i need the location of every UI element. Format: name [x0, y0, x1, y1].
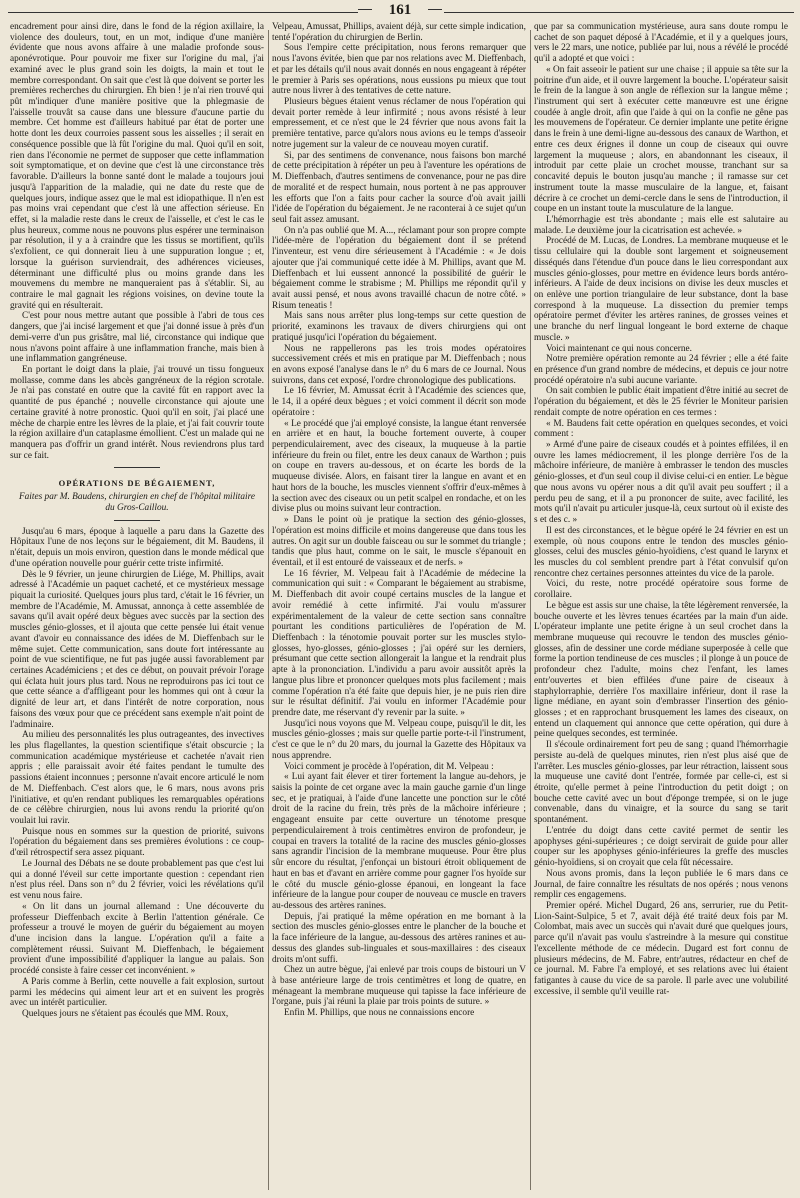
paragraph: Voici, du reste, notre procédé opératoire sous forme de corollaire.: [534, 579, 788, 601]
paragraph: « On fait asseoir le patient sur une chaise ; il appuie sa tête sur la poitrine d'un aide, et il ouvre largement la bouche. L'opérateur saisit le frein de la langue à son angle de réflexion sur la langue même ; l'instrument qui sert à exécuter cette manœuvre est une érigne coudée à angle droit, afin que l'aide à qui on la confie ne gêne pas les mouvemens de l'opérateur. Ce dernier implante une petite érigne dans le frein à une demi-ligne au-dessous des canaux de Warthon, et entre ces deux érignes il donne un coup de ciseaux qui ouvre largement la muqueuse ; alors, en abandonnant les ciseaux, il introduit par cette plaie un crochet mousse, tranchant sur sa concavité depuis le bouton jusqu'au manche ; il ramasse sur cet instrument toute la masse musculaire de la langue, et, faisant décrire à ce crochet un demi-cercle dans le sens de l'introduction, il coupe en un instant toute la musculature de la langue.: [534, 64, 788, 215]
column-2: [272, 22, 526, 1190]
header-rule-right: [444, 12, 794, 13]
paragraph: Le 16 février, M. Velpeau fait à l'Académie de médecine la communication qui suit : « Comparant le bégaiement au strabisme, M. Dieffenbach dit avoir coupé certains muscles de la langue et avoir remédié à cette infirmité. J'ai voulu m'assurer expérimentalement de la valeur de cette section sans connaître pourtant les conditions particulières de l'opération de M. Dieffenbach : la ténotomie pouvait porter sur les muscles stylo-glosses, hyo-glosses, génio-glosses ; j'ai opéré sur les derniers, présumant que cette section allongerait la langue et la rendrait plus apte à la prononciation. L'individu a paru avoir aussitôt après la langue plus libre et prononcer quelques mots plus facilement ; mais comme l'opération n'a été faite que depuis hier, je ne puis rien dire sur le résultat définitif. J'ai voulu en informer l'Académie pour prendre date, me réservant d'y revenir par la suite. »: [272, 568, 526, 718]
paragraph: Nous ne rappellerons pas les trois modes opératoires successivement créés et mis en pratique par M. Dieffenbach ; nous en avons exposé l'analyse dans le n° du 6 mars de ce Journal. Nous suivrons, dans cet exposé, l'ordre chronologique des publications.: [272, 343, 526, 386]
header-dash-right: [428, 9, 442, 10]
paragraph: « Le procédé que j'ai employé consiste, la langue étant renversée en arrière et en haut, la bouche fortement ouverte, à couper perpendiculairement, avec des ciseaux, la muqueuse à la partie inférieure du frein ou filet, entre les deux canaux de Warthon ; puis on coupe en travers au-dessous, et on écarte les bords de la muqueuse divisée. Alors, en faisant tirer la langue en avant et en haut hors de la bouche, les muscles viennent s'offrir d'eux-mêmes à la section avec des ciseaux ou un petit scalpel en rondache, et on les divise plus ou moins suivant leur contraction.: [272, 418, 526, 515]
header-rule-left: [8, 12, 358, 13]
paragraph: L'hémorrhagie est très abondante ; mais elle est salutaire au malade. Le deuxième jour la cicatrisation est achevée. »: [534, 214, 788, 236]
paragraph: Nous avons promis, dans la leçon publiée le 6 mars dans ce Journal, de faire connaître les résultats de nos opérés ; nous venons remplir ces engagemens.: [534, 868, 788, 901]
paragraph: En portant le doigt dans la plaie, j'ai trouvé un tissu fongueux mollasse, comme dans les abcès gangréneux de la région scrotale. Je n'ai pas constaté en outre que la cavité fût en rapport avec la quantité de pus épanché ; nouvelle circonstance qui ajoute une certaine gravité à notre pronostic. Quoi qu'il en soit, j'ai placé une mèche de charpie entre les lèvres de la plaie, et j'ai fait couvrir toute la région axillaire d'un cataplasme émollient. C'est un malade qui ne manquera pas d'offrir un grand intérêt. Nous reviendrons plus tard sur ce fait.: [10, 365, 264, 461]
paragraph: Premier opéré. Michel Dugard, 26 ans, serrurier, rue du Petit-Lion-Saint-Sulpice, 5 et 7, avait déjà été traité deux fois par M. Colombat, mais avec un succès qui n'avait duré que quelques jours, parce qu'il n'avait pas voulu s'astreindre à la mesure qui constitue l'excellente méthode de ce médecin. Dugard est fort connu de plusieurs médecins, de M. Fabre, entr'autres, rédacteur en chef de ce journal. M. Fabre l'a employé, et ses relations avec lui étaient fatigantes à cause du vice de sa parole. Il parle avec une volubilité excessive, il semble qu'il veuille rat-: [534, 900, 788, 997]
column-3: [534, 22, 788, 1190]
section-byline: Faites par M. Baudens, chirurgien en chef de l'hôpital militaire du Gros-Caillou.: [18, 492, 255, 513]
column-1: [10, 22, 264, 1190]
paragraph: L'entrée du doigt dans cette cavité permet de sentir les apophyses géni-supérieures ; ce doigt servirait de guide pour aller couper sur les apophyses génio-inférieures la greffe des muscles génio-hyoïdiens, si on croyait que cela fût nécessaire.: [534, 825, 788, 869]
paragraph: Puisque nous en sommes sur la question de priorité, suivons l'opération du bégaiement dans ses premières évolutions : ce coup-d'œil rétrospectif sera assez piquant.: [10, 826, 264, 859]
paragraph: Il s'écoule ordinairement fort peu de sang ; quand l'hémorrhagie persiste au-delà de quelques minutes, rien n'est plus aisé que de l'arrêter. Les muscles génio-glosses, par leur rétraction, laissent sous la muqueuse une cavité dont l'entrée, formée par celle-ci, est si étroite, qu'elle permet à peine l'introduction du petit doigt ; on bouche cette cavité avec un bout d'éponge trempée, si on le juge convenable, dans du vinaigre, et la source du sang se tarit spontanément.: [534, 740, 788, 826]
paragraph: Voici maintenant ce qui nous concerne.: [546, 343, 692, 354]
paragraph: Jusqu'ici nous voyons que M. Velpeau coupe, puisqu'il le dit, les muscles génio-glosses ; mais sur quelle partie porte-t-il l'instrument, c'est ce que le n° du 20 mars, du journal la Gazette des Hôpitaux va nous apprendre.: [272, 718, 526, 761]
paragraph: Quelques jours ne s'étaient pas écoulés que MM. Roux,: [22, 1008, 229, 1019]
column-separator: [268, 30, 269, 1190]
paragraph: Dès le 9 février, un jeune chirurgien de Liége, M. Phillips, avait adressé à l'Académie un paquet cacheté, et ce mystérieux message piquait la curiosité. Quelques jours plus tard, c'était le 16 février, un membre de l'Académie, M. Amussat, annonça à cette assemblée de savans qu'il avait opéré deux bègues avec succès par la section des muscles génio-glosses, et il ajouta que cette pensée lui était venue avant d'avoir eu connaissance des idées de M. Dieffenbach sur le même sujet. Cette communication, sans doute fort intéressante au point de vue scientifique, ne fut pas jugée aussi favorablement par certaines Académiciens ; et des ce début, on pouvait prévoir l'orage qui éclata huit jours plus tard. Nous ne reproduirons pas ici tout ce que cette séance a d'affligeant pour les hommes qui ont à cœur la dignité de leur art, et dans l'intérêt de notre corporation, nous faisons des vœux pour que ce précédent sans exemple n'ait point de l'adminaire.: [10, 569, 264, 730]
column-separator: [530, 30, 531, 1190]
paragraph: Velpeau, Amussat, Phillips, avaient déjà, sur cette simple indication, tenté l'opération du chirurgien de Berlin.: [272, 22, 526, 43]
paragraph: Au milieu des personnalités les plus outrageantes, des invectives les plus flagellantes, la question scientifique s'était obscurcie ; la communication académique mystérieuse et cachetée n'avait rien appris ; elle paraissait avoir été faites pendant le tumulte des passions étaient inconnues ; personne n'avait encore articulé le nom de M. Dieffenbach. C'est alors que, le 6 mars, nous avons pris l'initiative, et qu'en rendant publiques les remarquables opérations de ce célèbre chirurgien, nous lui avons rendu la priorité qu'on voulait lui ravir.: [10, 730, 264, 827]
paragraph: Depuis, j'ai pratiqué la même opération en me bornant à la section des muscles génio-glosses entre le plancher de la bouche et la face inférieure de la langue, au-dessous des artères ranines et au-dessus des glandes sub-linguales et sous-maxillaires : des ciseaux droits m'ont suffi.: [272, 911, 526, 965]
header-dash-left: [358, 9, 372, 10]
paragraph: encadrement pour ainsi dire, dans le fond de la région axillaire, la violence des douleurs, tout, en un mot, indique d'une manière évidente que nous avons affaire à une maladie profonde sous-aponévrotique. Pour pouvoir me fixer sur l'origine du mal, j'ai examiné avec le plus grand soin les doigts, la main et tout le membre correspondant. On sait que c'est là que doivent se porter les premières recherches du chirurgien. Eh bien ! je n'ai rien trouvé qui pût m'indiquer d'une manière positive que la phlegmasie de l'aisselle trouvât sa cause dans une blessure d'aucune partie du membre. Cet homme est d'ailleurs habitué par état de porter une hotte dont les deux courroies passent sous les aisselles ; il serait en conséquence possible que là fût l'origine du mal. Quoi qu'il en soit, rien dans l'économie ne permet de supposer que cette inflammation soit symptomatique, et on devine que c'est là une circonstance très favorable. D'ailleurs la bonne santé dont le malade a toujours joui jusqu'à l'apparition de la maladie, qui ne date du reste que de quelques jours, indique assez que le mal est idiopathique. Il n'en est pas moins vrai cependant que c'est là une affection sérieuse. En effet, si la maladie reste dans le creux de l'aisselle, et c'est le cas le plus heureux, comme nous ne pouvons plus espérer une terminaison par résolution, il y a à craindre que les tissus se mortifient, qu'ils s'exfolient, ce qui donnerait lieu à une suppuration longue ; et, lorsque la guérison surviendrait, des adhérences vicieuses, déterminant une difficulté plus ou moins grande dans les mouvemens du membre ne manqueraient pas à s'établir. Si, au contraire le mal gagnait les régions voisines, on devine toute la gravité qui en résulterait.: [10, 22, 264, 311]
paragraph: que par sa communication mystérieuse, aura sans doute rompu le cachet de son paquet déposé à l'Académie, et il y a quelques jours, vers le 22 mars, une notice, publiée par lui, nous a révélé le procédé qu'il a adopté et que voici :: [534, 22, 788, 65]
paragraph: Si, par des sentimens de convenance, nous faisons bon marché de cette précipitation à répéter un peu à l'aventure les opérations de M. Dieffenbach, d'autres sentimens de convenance, pour ne pas dire de moralité et de respect humain, nous portent à ne pas approuver les efforts que l'on a faits pour cacher la source d'où avait jailli l'idée de l'opération du bégaiement. Je ne raconterai à ce sujet qu'un seul fait assez amusant.: [272, 150, 526, 225]
paragraph: A Paris comme à Berlin, cette nouvelle a fait explosion, surtout parmi les médecins qui aiment leur art et en suivent les progrès avec un intérêt particulier.: [10, 976, 264, 1009]
paragraph: Jusqu'au 6 mars, époque à laquelle a paru dans la Gazette des Hôpitaux l'une de nos leçons sur le bégaiement, dit M. Baudens, il n'était, depuis un mois environ, question dans le monde médical que d'une opération nouvelle pour guérir cette triste infirmité.: [10, 526, 264, 569]
paragraph: Chez un autre bègue, j'ai enlevé par trois coups de bistouri un V à base antérieure large de trois centimètres et long de quatre, en ménageant la membrane muqueuse qui tapisse la face inférieure de l'organe, puis j'ai réuni la plaie par trois points de suture. »: [272, 965, 526, 1008]
paragraph: Il est des circonstances, et le bègue opéré le 24 février en est un exemple, où nous coupons entre le tendon des muscles génio-glosses, celui des muscles génio-hyoïdiens, c'est quand le larynx et les muscles du col semblent prendre part à l'état convulsif qu'on rencontre chez certaines personnes atteintes du vice de la parole.: [534, 525, 788, 579]
paragraph: Notre première opération remonte au 24 février ; elle a été faite en présence d'un grand nombre de médecins, et depuis ce jour notre procédé opératoire n'a subi aucune variante.: [534, 354, 788, 386]
paragraph: Procédé de M. Lucas, de Londres. La membrane muqueuse et le tissu cellulaire qui la double sont largement et soigneusement disséqués dans l'étendue d'un pouce dans le lieu correspondant aux muscles génio-glosses, pour mettre en évidence leurs bords antéro-inférieurs. A l'aide de deux incisions on divise les deux muscles et on enlève une portion triangulaire de leur substance, dont la base correspond à la muqueuse. La dissection du premier temps opératoire permet d'éviter les artères ranines, de grosses veines et une branche du nerf lingual longeant le bord externe de chaque muscle. »: [534, 236, 788, 343]
page-number: 161: [388, 2, 412, 18]
paragraph: « M. Baudens fait cette opération en quelques secondes, et voici comment :: [534, 418, 788, 440]
paragraph: » Armé d'une paire de ciseaux coudés et à pointes effilées, il en ouvre les lames médiocrement, il les plonge derrière l'os de la mâchoire inférieure, de manière à embrasser le tendon des muscles génio-glosses, et d'un seul coup il divise celui-ci en entier. Le bègue que nous avons vu opérer nous a dit qu'il avait peu souffert ; il a perdu peu de sang, et il a pu prononcer de suite, avec facilité, les mots qu'il n'avait pu articuler jusque-là, ceux surtout où il existe des s et des c. »: [534, 440, 788, 526]
paragraph: Le bègue est assis sur une chaise, la tête légèrement renversée, la bouche ouverte et les lèvres tenues écartées par la main d'un aide. L'opérateur implante une petite érigne à un seul crochet dans la membrane muqueuse qui recouvre le tendon des muscles génio-glosses, afin de dessiner une corde médiane superposée à celle que forme la portion tendineuse de ces muscles ; il plonge à un pouce de profondeur chez l'adulte, moins chez l'enfant, les lames entr'ouvertes et bien effilées d'une paire de ciseaux à staphylorraphie, derrière l'os maxillaire inférieur, dont il rase la ligne médiane, en ayant soin d'embrasser l'insertion des génio-glosses ; et en rapprochant brusquement les lames des ciseaux, on entend un claquement qui annonce que cette opération, qui dure à peine quelques secondes, est terminée.: [534, 600, 788, 740]
paragraph: « Lui ayant fait élever et tirer fortement la langue au-dehors, je saisis la pointe de cet organe avec la main gauche garnie d'un linge sec, et je pratiquai, à l'aide d'une lancette une ponction sur le côté droit de la racine du frein, très près de la mâchoire inférieure ; engageant ensuite par cette ouverture un ténotome presque perpendiculairement à trois centimètres environ de profondeur, je coupai en travers la totalité de la racine des muscles génio-glosses sans agrandir l'incision de la membrane muqueuse. Pour être plus sûr encore du résultat, j'enfonçai un bistouri étroit obliquement de haut en bas et d'avant en arrière comme pour gagner l'os hyoïde sur le côté du muscle génio-glosse épanoui, en longeant la face inférieure de la langue pour couper de nouveau ce muscle en travers au-dessous des artères ranines.: [272, 772, 526, 911]
section-title: OPÉRATIONS DE BÉGAIEMENT,: [58, 478, 216, 489]
paragraph: Le Journal des Débats ne se doute probablement pas que c'est lui qui a donné l'éveil sur cette importante question : cependant rien n'est plus réel. Dans son n° du 2 février, voici les révélations qu'il est venu nous faire.: [10, 858, 264, 902]
section-divider: [114, 467, 160, 468]
paragraph: Enfin M. Phillips, que nous ne connaissions encore: [284, 1008, 475, 1019]
paragraph: C'est pour nous mettre autant que possible à l'abri de tous ces dangers, que j'ai incisé largement et que j'ai donné issue à près d'un demi-verre d'un pus grisâtre, mal lié, circonstance qui indique que nous n'avons point affaire à une inflammation franche, mais bien à une inflammation gangréneuse.: [10, 311, 264, 365]
paragraph: Le 16 février, M. Amussat écrit à l'Académie des sciences que, le 14, il a opéré deux bègues ; et voici comment il décrit son mode opératoire :: [272, 386, 526, 418]
section-divider: [114, 520, 160, 521]
paragraph: On sait combien le public était impatient d'être initié au secret de l'opération du bégaiement, et dès le 25 février le Moniteur parisien rendait compte de notre opération en ces termes :: [534, 386, 788, 418]
paragraph: « On lit dans un journal allemand : Une découverte du professeur Dieffenbach excite à Berlin l'attention générale. Ce professeur a trouvé le moyen de guérir du bégaiement au moyen d'une incision dans la langue. L'opération qu'il a faite a complètement réussi. Suivant M. Dieffenbach, le bégaiement provient d'une impossibilité d'appliquer la langue au palais. Son procédé consiste à faire cesser cet inconvénient. »: [10, 901, 264, 977]
paragraph: Plusieurs bègues étaient venus réclamer de nous l'opération qui devait porter remède à leur infirmité ; nous avons résisté à leur empressement, et ce n'est que le 24 février que nous avons fait la première tentative, parce qu'alors nous avions eu le temps d'asseoir notre jugement sur la valeur de ce nouveau moyen curatif.: [272, 97, 526, 150]
paragraph: Mais sans nous arrêter plus long-temps sur cette question de priorité, examinons les travaux de divers chirurgiens qui ont pratiqué jusqu'ici l'opération du bégaiement.: [272, 311, 526, 343]
paragraph: Voici comment je procède à l'opération, dit M. Velpeau :: [284, 761, 494, 772]
paragraph: » Dans le point où je pratique la section des génio-glosses, l'opération est moins difficile et moins dangereuse que dans tous les autres. On agit sur un double faisceau ou sur le sommet du triangle ; tandis que plus haut, comme on le sait, le muscle s'épanouit en éventail, et il est entouré de vaisseaux et de nerfs. »: [272, 515, 526, 568]
paragraph: Sous l'empire cette précipitation, nous ferons remarquer que nous l'avons évitée, bien que par nos relations avec M. Dieffenbach, et par les détails qu'il nous avait donnés en nous engageant à répéter le premier à Paris ses opérations, nous eussions pu mieux que tout autre nous livrer à des tentatives de cette nature.: [272, 43, 526, 97]
paragraph: On n'a pas oublié que M. A..., réclamant pour son propre compte l'idée-mère de l'opération du bégaiement dont il se prétend l'inventeur, est venu dire sérieusement à l'Académie : « Je dois ajouter que j'ai communiqué cette idée à M. Phillips, avant que M. Dieffenbach et lui eussent annoncé la possibilité de guérir le bégaiement comme le strabisme ; M. Phillips me répondit qu'il y avait aussi pensé, et nous avons travaillé chacun de notre côté. » Risum teneatis !: [272, 225, 526, 311]
